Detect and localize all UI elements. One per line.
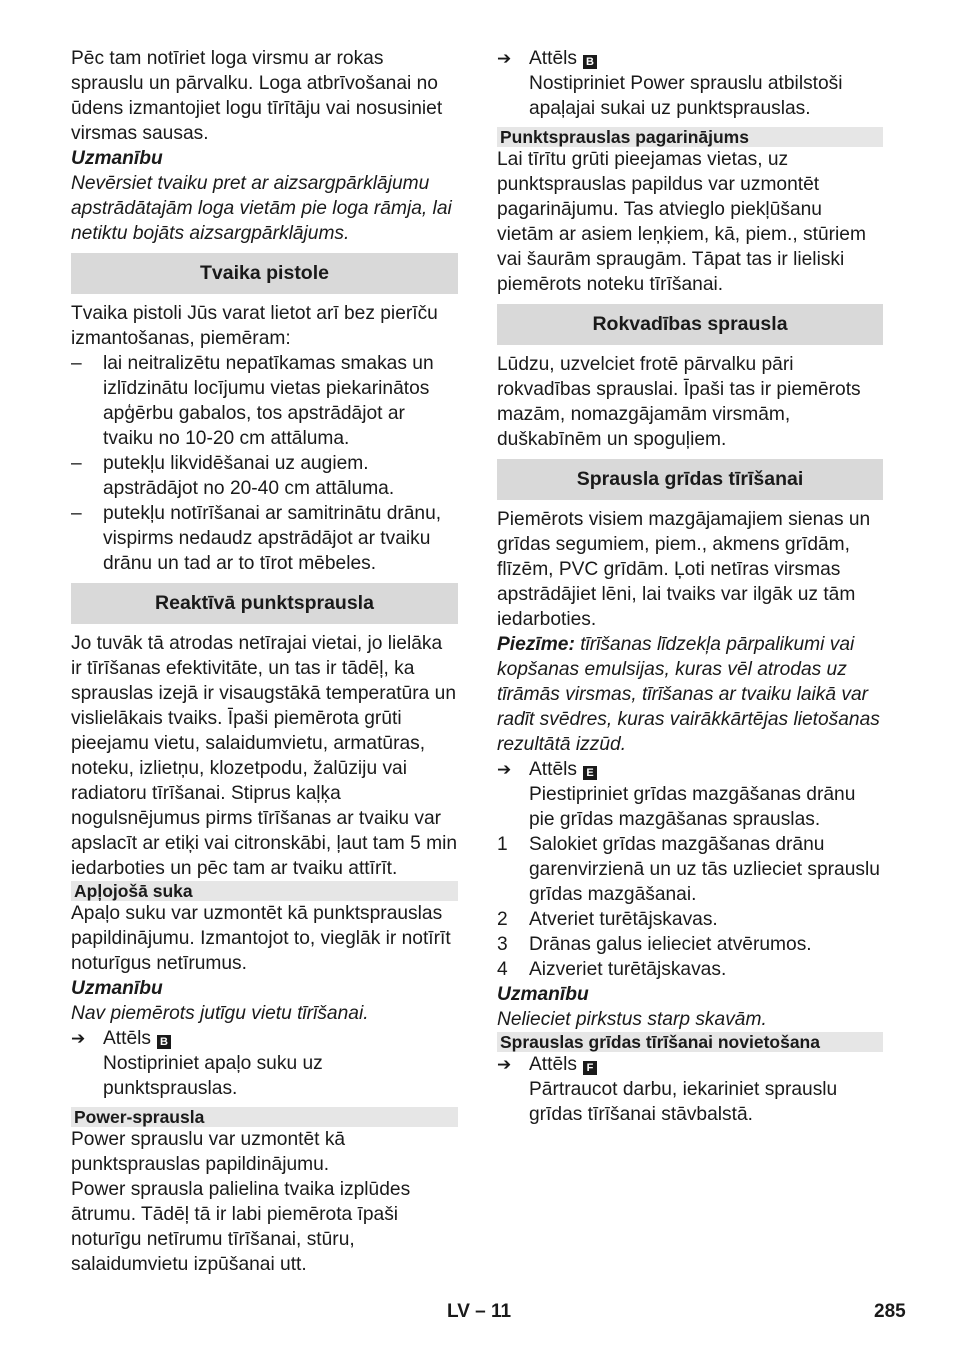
figure-instruction [497, 1052, 883, 1127]
round-brush-text: Apaļo suku var uzmontēt kā punktsprauslas papildinājumu. Izmantojot to, vieglāk ir notīrīt noturīgus netīrumus. [71, 903, 451, 974]
caution-label: Uzmanību [497, 984, 589, 1005]
arrow-right-icon: ➔ [497, 49, 512, 68]
subsection-heading-round-brush: Apļojošā suka [71, 881, 458, 901]
note-paragraph [497, 632, 883, 757]
numbered-step [497, 907, 883, 932]
arrow-right-icon: ➔ [497, 760, 512, 779]
section-heading-steam-gun: Tvaika pistole [71, 253, 458, 294]
figure-letter-badge: B [157, 1035, 171, 1049]
list-item-text: putekļu notīrīšanai ar samitrinātu drānu, vispirms nedaudz apstrādājot ar tvaiku drānu un tad ar to tīrot mēbeles. [103, 503, 442, 574]
caution-text: Nevērsiet tvaiku pret ar aizsargpārklājumu apstrādātajām loga vietām pie loga rāmja, lai netiktu bojāts aizsargpārklājums. [71, 173, 452, 244]
dash-bullet: – [71, 503, 82, 524]
figure-instruction-text: Pārtraucot darbu, iekariniet sprauslu grīdas tīrīšanai stāvbalstā. [529, 1079, 838, 1125]
reactive-nozzle-text: Jo tuvāk tā atrodas netīrajai vietai, jo lielāka ir tīrīšanas efektivitāte, un tas ir tādēļ, ka sprauslas izejā ir visaugstākā temperatūra un vislielākais tvaiks. Īpaši piemērota grūti pieejamu vietu, salaidumvietu, armatūras, noteku, izlietņu, klozetpodu, žalūziju vai radiatoru tīrīšanai. Stiprus kaļķa nogulsnējumus pirms tīrīšanas ar tvaiku var apslacīt ar etiķi vai citronskābi, ļaut tam 5 min iedarboties un pēc tam ar tvaiku attīrīt. [71, 633, 458, 879]
figure-instruction [71, 1026, 458, 1101]
list-item-text: lai neitralizētu nepatīkamas smakas un izlīdzinātu locījumu vietas piekarinātos apģērbu gabalos, tos apstrādājot ar tvaiku no 10-20 cm attāluma. [103, 353, 434, 449]
note-text: tīrīšanas līdzekļa pārpalikumi vai kopšanas emulsijas, kuras vēl atrodas uz tīrāmās virsmas, tīrīšanas ar tvaiku laikā var radīt svēdres, kuras vairākkārtējas lietošanas rezultātā izzūd. [497, 634, 880, 755]
figure-reference: Attēls F [529, 1052, 883, 1077]
step-text: Salokiet grīdas mazgāšanas drānu garenvirzienā un uz tās uzlieciet sprauslu grīdas mazgāšanai. [529, 834, 880, 905]
step-number: 1 [497, 834, 508, 855]
list-item [71, 451, 458, 501]
right-column [497, 46, 883, 1127]
floor-nozzle-text: Piemērots visiem mazgājamajiem sienas un grīdas segumiem, piem., akmens grīdām, flīzēm, PVC grīdām. Ļoti netīras virsmas apstrādājiet lēni, lai tvaiks var ilgāk uz tām iedarboties. [497, 509, 871, 630]
dash-bullet: – [71, 353, 82, 374]
power-nozzle-text-1: Power sprauslu var uzmontēt kā punktsprauslas papildinājumu. [71, 1129, 346, 1175]
step-number: 3 [497, 934, 508, 955]
caution-text: Nav piemērots jutīgu vietu tīrīšanai. [71, 1003, 369, 1024]
left-column [71, 46, 458, 1277]
figure-reference: Attēls B [529, 46, 883, 71]
figure-instruction-text: Nostipriniet apaļo suku uz punktsprauslas. [103, 1053, 323, 1099]
section-heading-floor-nozzle: Sprausla grīdas tīrīšanai [497, 459, 883, 500]
hand-nozzle-text: Lūdzu, uzvelciet frotē pārvalku pāri rokvadības sprauslai. Īpaši tas ir piemērots mazām, nomazgājamām virsmām, duškabīnēm un spoguļiem. [497, 354, 861, 450]
section-heading-reactive-nozzle: Reaktīvā punktsprausla [71, 583, 458, 624]
intro-paragraph: Pēc tam notīriet loga virsmu ar rokas sprauslu un pārvalku. Loga atbrīvošanai no ūdens izmantojiet logu tīrītāju vai nosusiniet virsmas sausas. [71, 48, 443, 144]
caution-text: Nelieciet pirkstus starp skavām. [497, 1009, 767, 1030]
figure-instruction-text: Piestipriniet grīdas mazgāšanas drānu pie grīdas mazgāšanas sprauslas. [529, 784, 856, 830]
note-label: Piezīme: [497, 634, 575, 655]
extension-text: Lai tīrītu grūti pieejamas vietas, uz punktsprauslas papildus var uzmontēt pagarinājumu. Tas atvieglo piekļūšanu vietām ar asiem leņķiem, kā, piem., stūriem vai šaurām spraugām. Tāpat tas ir lieliski piemērots noteku tīrīšanai. [497, 149, 866, 295]
figure-instruction [497, 46, 883, 121]
subsection-heading-extension: Punktsprauslas pagarinājums [497, 127, 883, 147]
power-nozzle-text-2: Power sprausla palielina tvaika izplūdes ātrumu. Tādēļ tā ir labi piemērota īpaši noturīgu netīrumu tīrīšanai, stūru, salaidumvietu izpūšanai utt. [71, 1179, 411, 1275]
footer-page-number: 285 [874, 1301, 906, 1322]
numbered-step [497, 957, 883, 982]
arrow-right-icon: ➔ [71, 1029, 86, 1048]
list-item [71, 501, 458, 576]
arrow-right-icon: ➔ [497, 1055, 512, 1074]
figure-instruction-text: Nostipriniet Power sprauslu atbilstoši apaļajai sukai uz punktsprauslas. [529, 73, 843, 119]
caution-label: Uzmanību [71, 978, 163, 999]
step-number: 4 [497, 959, 508, 980]
figure-letter-badge: B [583, 55, 597, 69]
numbered-step [497, 932, 883, 957]
list-item-text: putekļu likvidēšanai uz augiem. apstrādājot no 20-40 cm attāluma. [103, 453, 395, 499]
figure-reference: Attēls E [529, 757, 883, 782]
step-text: Drānas galus ielieciet atvērumos. [529, 934, 812, 955]
figure-letter-badge: F [583, 1061, 597, 1075]
list-item [71, 351, 458, 451]
figure-letter-badge: E [583, 766, 597, 780]
steam-gun-intro: Tvaika pistoli Jūs varat lietot arī bez pierīču izmantošanas, piemēram: [71, 303, 438, 349]
figure-reference: Attēls B [103, 1026, 458, 1051]
section-heading-hand-nozzle: Rokvadības sprausla [497, 304, 883, 345]
numbered-step [497, 832, 883, 907]
subsection-heading-floor-nozzle-storage: Sprauslas grīdas tīrīšanai novietošana [497, 1032, 883, 1052]
footer-section-label: LV – 11 [447, 1301, 512, 1322]
caution-label: Uzmanību [71, 148, 163, 169]
dash-bullet: – [71, 453, 82, 474]
subsection-heading-power-nozzle: Power-sprausla [71, 1107, 458, 1127]
step-text: Atveriet turētājskavas. [529, 909, 718, 930]
step-text: Aizveriet turētājskavas. [529, 959, 727, 980]
figure-instruction [497, 757, 883, 832]
step-number: 2 [497, 909, 508, 930]
